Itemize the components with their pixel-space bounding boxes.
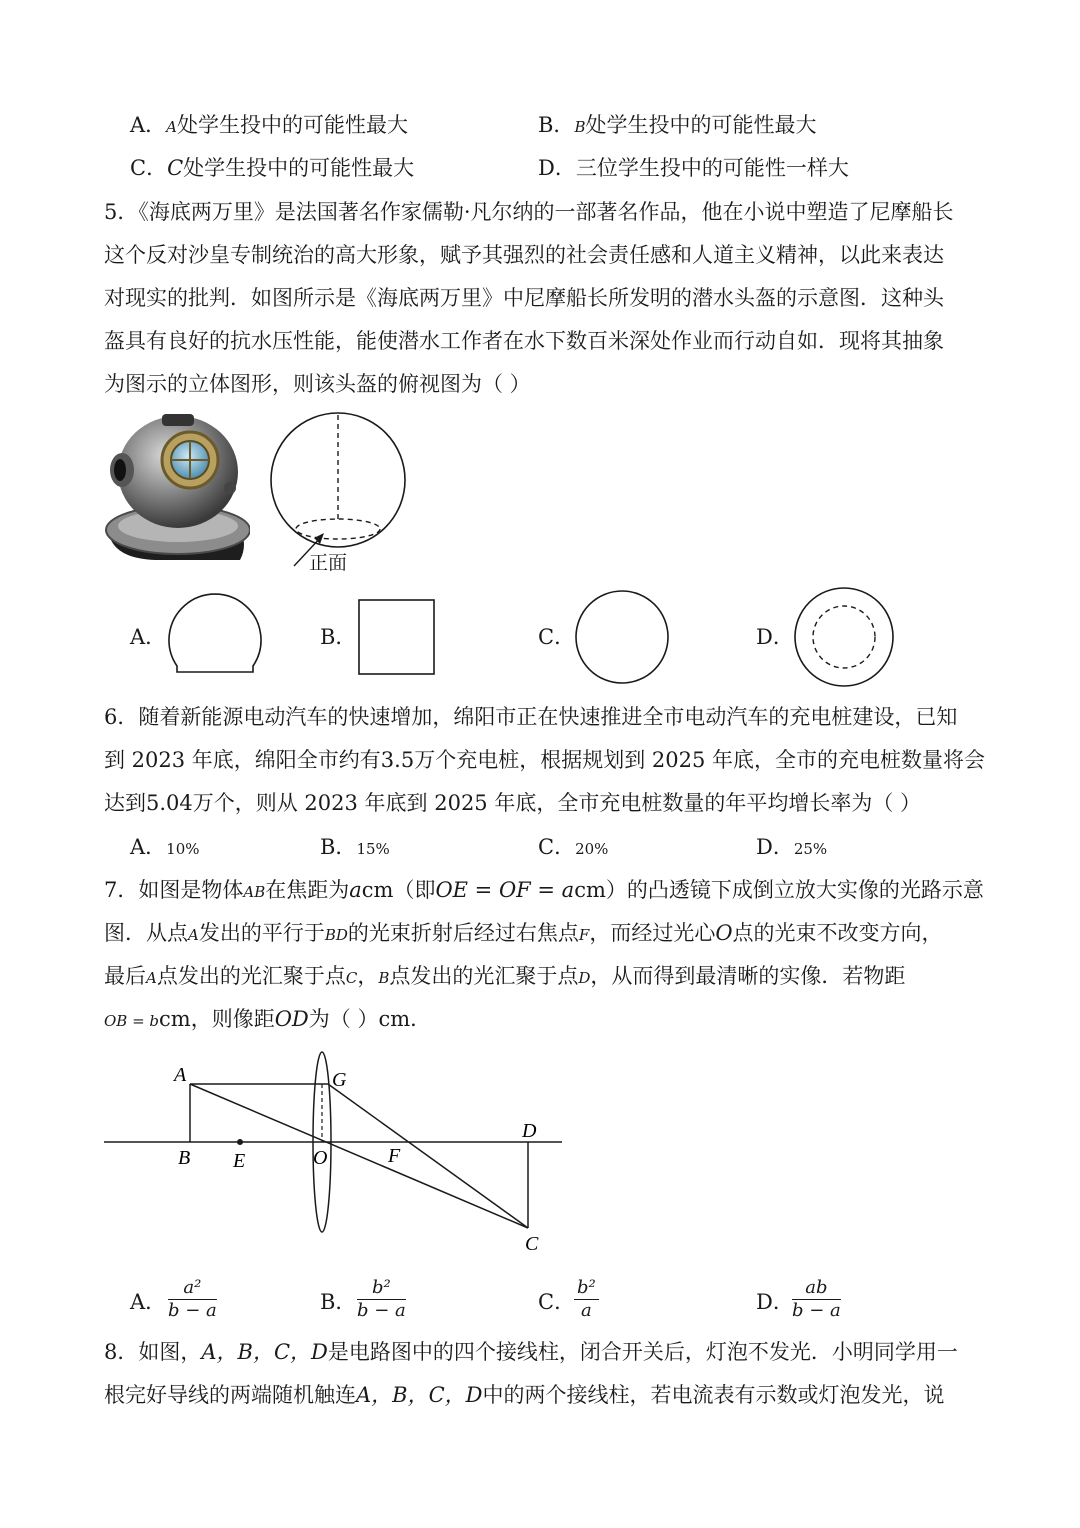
q7-option-b-fraction[interactable]: $\frac{\text{b²}}{b - a}$ <box>357 1277 406 1321</box>
q4-option-c[interactable]: C．C处学生投中的可能性最大 <box>130 156 415 180</box>
q7-option-a-label[interactable]: A． <box>130 1290 167 1314</box>
q4-option-a[interactable]: A．A处学生投中的可能性最大 <box>130 113 409 137</box>
q5-option-b-figure[interactable] <box>356 597 438 677</box>
q6-line-1: 6．随着新能源电动汽车的快速增加，绵阳市正在快速推进全市电动汽车的充电桩建设，已知 <box>104 705 958 729</box>
q6-option-d[interactable]: D．25% <box>756 835 828 859</box>
q6-option-b[interactable]: B．15% <box>320 835 390 859</box>
q7-line-1: 7．如图是物体AB在焦距为acm（即OE = OF = acm）的凸透镜下成倒立放大实像的光路示意 <box>104 878 984 902</box>
q5-line-3: 对现实的批判．如图所示是《海底两万里》中尼摩船长所发明的潜水头盔的示意图．这种头 <box>104 286 944 310</box>
q5-option-b-label[interactable]: B． <box>320 625 357 649</box>
lens-optics-diagram <box>100 1050 570 1260</box>
q5-line-5: 为图示的立体图形，则该头盔的俯视图为（ ） <box>104 372 531 396</box>
q7-option-c-label[interactable]: C． <box>538 1290 576 1314</box>
q5-option-d-label[interactable]: D． <box>756 625 794 649</box>
label-c: C <box>525 1233 539 1255</box>
q5-option-c-label[interactable]: C． <box>538 625 576 649</box>
q7-option-d-fraction[interactable]: $\frac{ab}{b - a}$ <box>792 1277 841 1321</box>
q5-line-1: 5．《海底两万里》是法国著名作家儒勒·凡尔纳的一部著名作品，他在小说中塑造了尼摩船长 <box>104 200 954 224</box>
label-d: D <box>522 1120 537 1142</box>
q5-line-4: 盔具有良好的抗水压性能，能使潜水工作者在水下数百米深处作业而行动自如．现将其抽象 <box>104 329 944 353</box>
q7-option-b-label[interactable]: B． <box>320 1290 357 1314</box>
q7-option-c-fraction[interactable]: $\frac{\text{b²}}{a}$ <box>574 1278 599 1321</box>
q6-line-2: 到 2023 年底，绵阳全市约有3.5万个充电桩，根据规划到 2025 年底，全市的充电桩数量将会 <box>104 748 985 772</box>
q6-line-3: 达到5.04万个，则从 2023 年底到 2025 年底，全市充电桩数量的年平均增长率为（ ） <box>104 791 922 815</box>
q5-option-d-figure[interactable] <box>792 586 896 688</box>
label-f: F <box>388 1145 401 1167</box>
q4-option-b[interactable]: B．B处学生投中的可能性最大 <box>538 113 817 137</box>
label-e: E <box>233 1150 246 1172</box>
label-g: G <box>332 1069 347 1091</box>
label-o: O <box>313 1147 328 1169</box>
q7-option-a-fraction[interactable]: $\frac{\text{a²}}{b - a}$ <box>168 1277 217 1321</box>
front-label: 正面 <box>309 552 348 574</box>
label-a: A <box>174 1064 187 1086</box>
q6-option-c[interactable]: C．20% <box>538 835 609 859</box>
q6-option-a[interactable]: A．10% <box>130 835 200 859</box>
q7-line-4: OB = bcm，则像距OD为（ ）cm． <box>104 1007 432 1031</box>
q5-line-2: 这个反对沙皇专制统治的高大形象，赋予其强烈的社会责任感和人道主义精神，以此来表达 <box>104 243 944 267</box>
q8-line-1: 8．如图，A，B，C，D是电路图中的四个接线柱，闭合开关后，灯泡不发光．小明同学用一 <box>104 1340 958 1364</box>
diving-helmet-photo <box>100 410 250 562</box>
q7-line-3: 最后A点发出的光汇聚于点C，B点发出的光汇聚于点D，从而得到最清晰的实像．若物距 <box>104 964 906 988</box>
point-e <box>237 1139 243 1145</box>
q5-option-a-figure[interactable] <box>165 588 265 683</box>
q5-option-a-label[interactable]: A． <box>130 625 167 649</box>
q5-option-c-figure[interactable] <box>572 589 672 685</box>
q4-option-d[interactable]: D．三位学生投中的可能性一样大 <box>538 156 849 180</box>
q7-line-2: 图．从点A发出的平行于BD的光束折射后经过右焦点F，而经过光心O点的光束不改变方向， <box>104 921 943 945</box>
q7-option-d-label[interactable]: D． <box>756 1290 794 1314</box>
label-b: B <box>178 1147 191 1169</box>
q8-line-2: 根完好导线的两端随机触连A，B，C，D中的两个接线柱，若电流表有示数或灯泡发光，说 <box>104 1383 945 1407</box>
